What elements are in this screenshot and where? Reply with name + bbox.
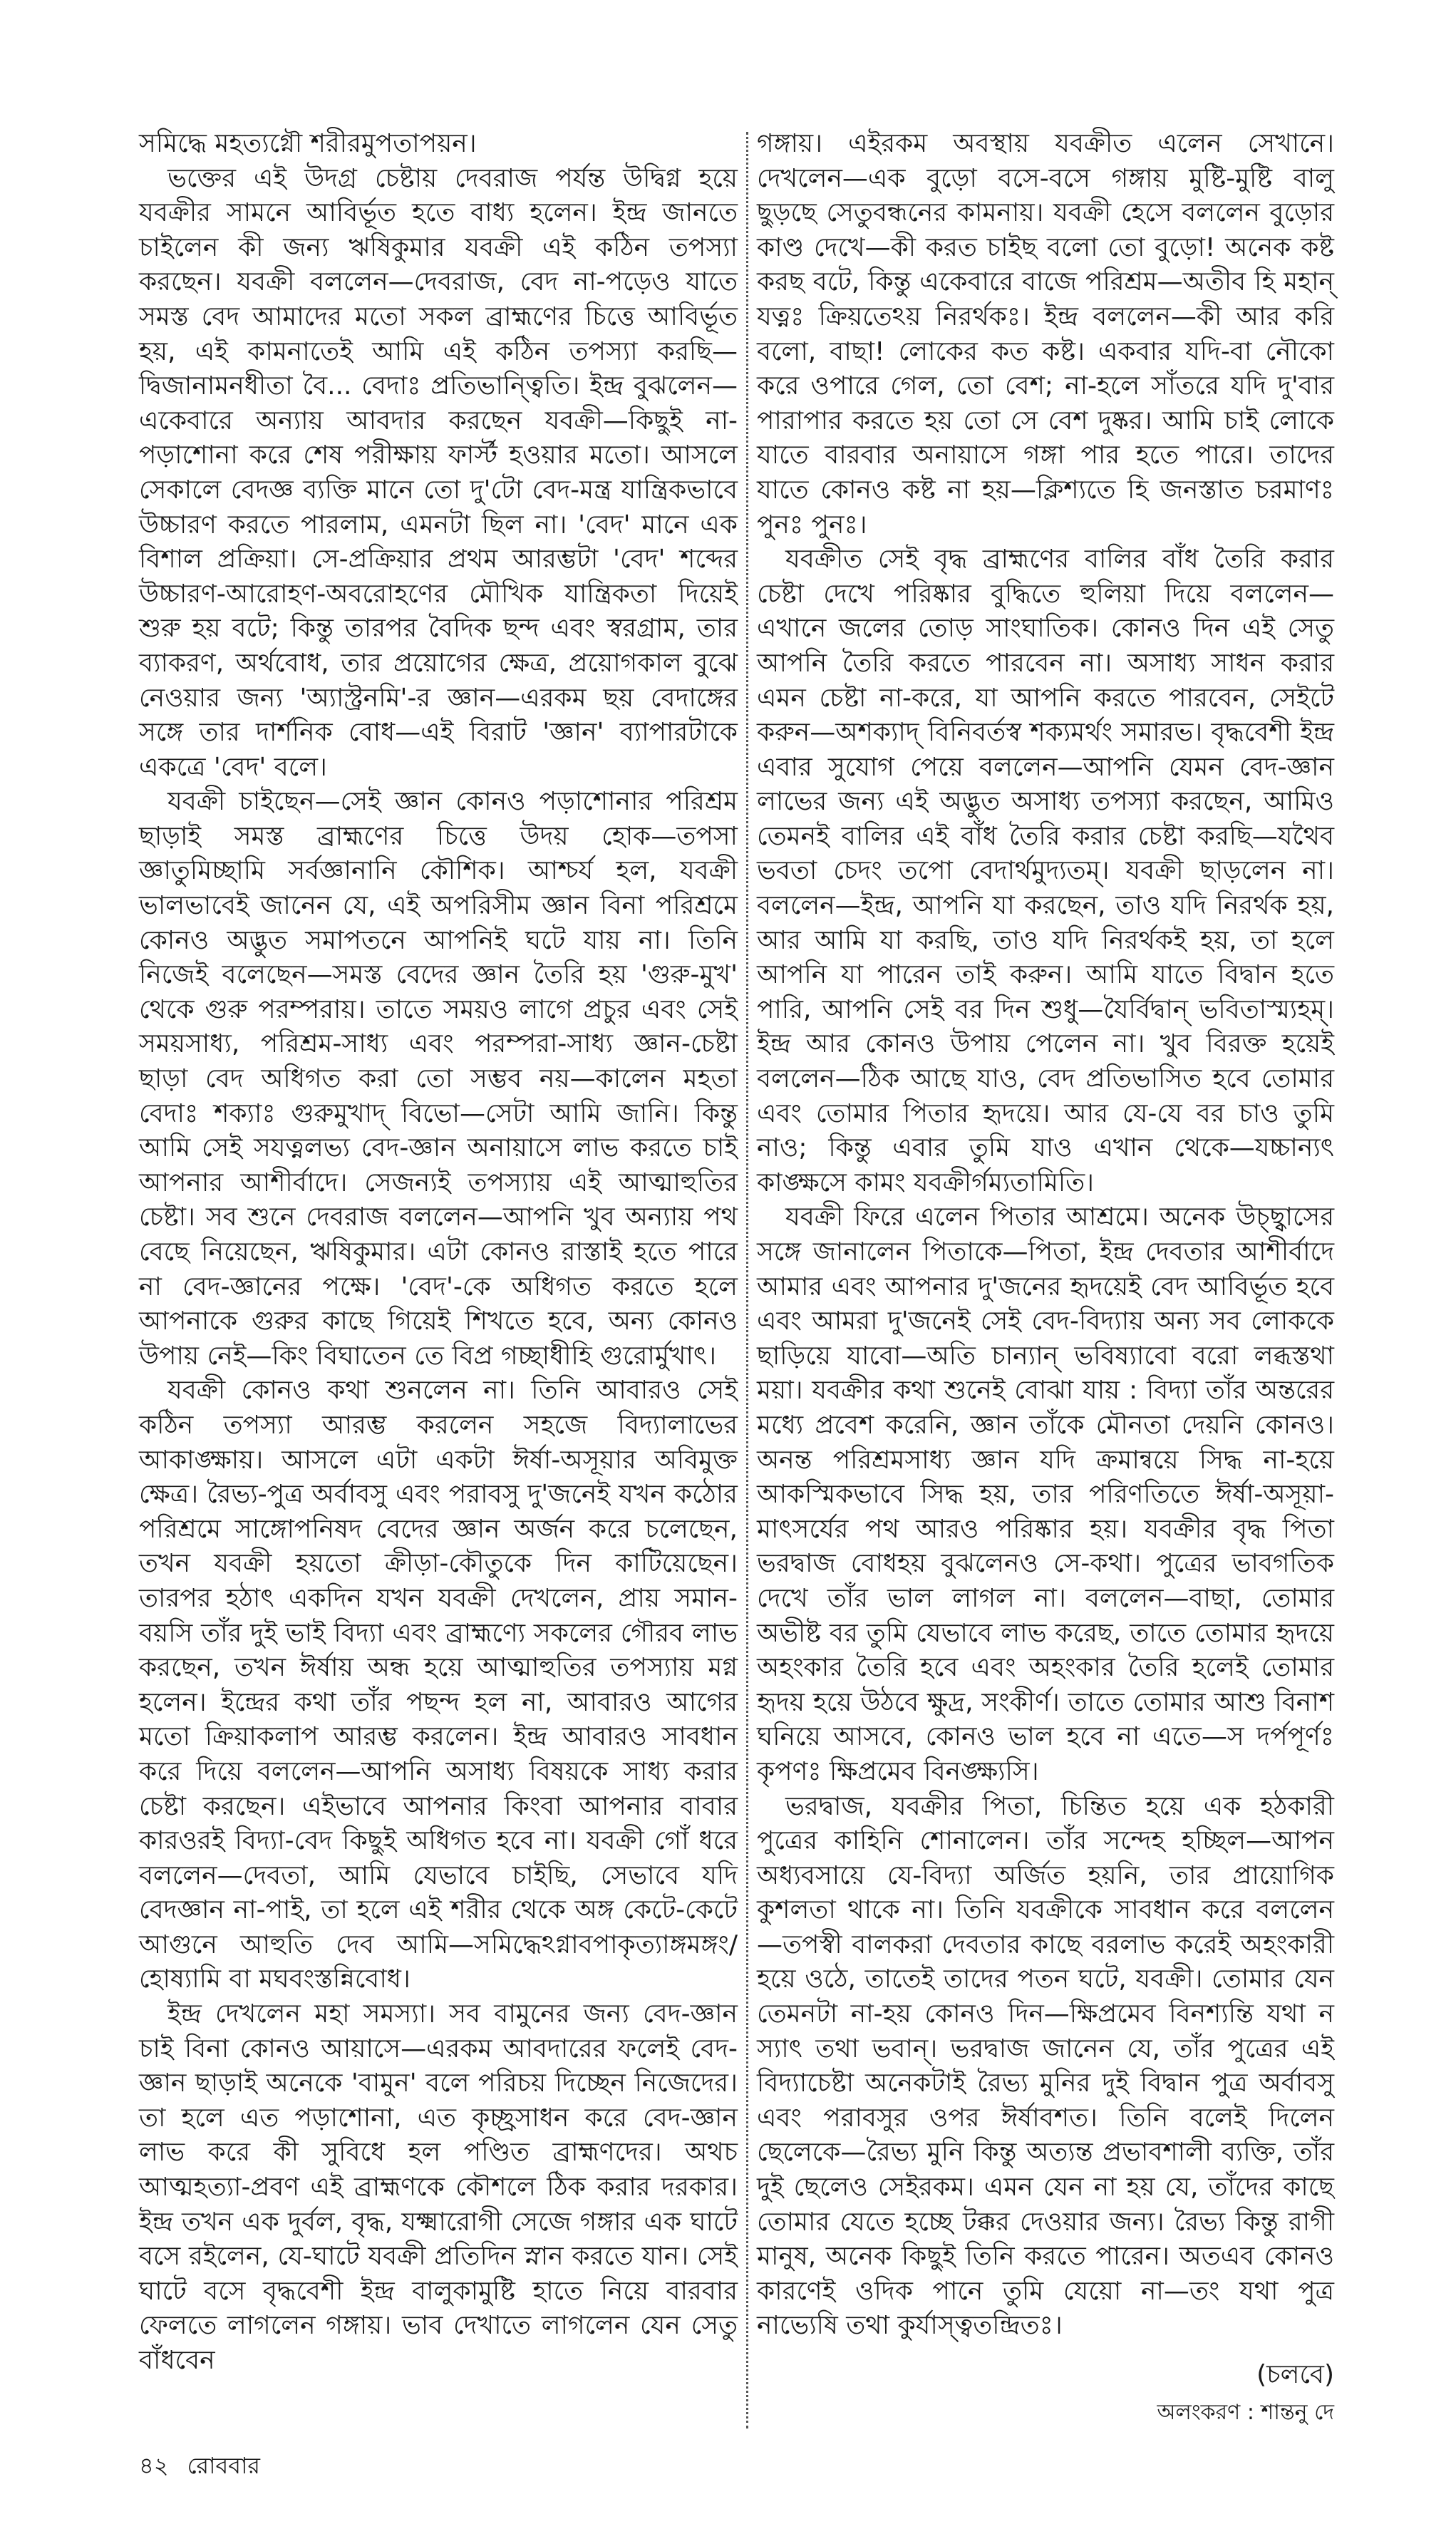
left-column xyxy=(139,127,738,2428)
paragraph: যবক্রী ফিরে এলেন পিতার আশ্রমে। অনেক উচ্ছ্বাসের সঙ্গে জানালেন পিতাকে—পিতা, ইন্দ্র দেবতার আশীর্বাদে আমার এবং আপনার দু'জনের হৃদয়েই বেদ আবির্ভূত হবে এবং আমরা দু'জনেই সেই বেদ-বিদ্যায় অন্য সব লোককে ছাড়িয়ে যাবো—অতি চান্যান্ ভবিষ্যাবো বরো লব্ধস্তথা ময়া। যবক্রীর কথা শুনেই বোঝা যায় : বিদ্যা তাঁর অন্তরের মধ্যে প্রবেশ করেনি, জ্ঞান তাঁকে মৌনতা দেয়নি কোনও। অনন্ত পরিশ্রমসাধ্য জ্ঞান যদি ক্রমান্বয়ে সিদ্ধ না-হয়ে আকস্মিকভাবে সিদ্ধ হয়, তার পরিণতিতে ঈর্ষা-অসূয়া-মাৎসর্যের পথ আরও পরিষ্কার হয়। যবক্রীর বৃদ্ধ পিতা ভরদ্বাজ বোধহয় বুঝলেনও সে-কথা। পুত্রের ভাবগতিক দেখে তাঁর ভাল লাগল না। বললেন—বাছা, তোমার অভীষ্ট বর তুমি যেভাবে লাভ করেছ, তাতে তোমার হৃদয়ে অহংকার তৈরি হবে এবং অহংকার তৈরি হলেই তোমার হৃদয় হয়ে উঠবে ক্ষুদ্র, সংকীর্ণ। তাতে তোমার আশু বিনাশ ঘনিয়ে আসবে, কোনও ভাল হবে না এতে—স দর্পপূর্ণঃ কৃপণঃ ক্ষিপ্রমেব বিনঙ্ক্ষ্যসি। xyxy=(757,1202,1334,1786)
page-footer xyxy=(139,2450,1456,2481)
paragraph: গঙ্গায়। এইরকম অবস্থায় যবক্রীত এলেন সেখানে। দেখলেন—এক বুড়ো বসে-বসে গঙ্গায় মুষ্টি-মুষ্টি বালু ছুড়ছে সেতুবন্ধনের কামনায়। যবক্রী হেসে বললেন বুড়োর কাণ্ড দেখে—কী করত চাইছ বলো তো বুড়ো! অনেক কষ্ট করছ বটে, কিন্তু একেবারে বাজে পরিশ্রম—অতীব হি মহান্ যত্নঃ ক্রিয়তেঽয় নিরর্থকঃ। ইন্দ্র বললেন—কী আর করি বলো, বাছা! লোকের কত কষ্ট। একবার যদি-বা নৌকো করে ওপারে গেল, তো বেশ; না-হলে সাঁতরে যদি দু'বার পারাপার করতে হয় তো সে বেশ দুষ্কর। আমি চাই লোকে যাতে বারবার অনায়াসে গঙ্গা পার হতে পারে। তাদের যাতে কোনও কষ্ট না হয়—ক্লিশ্যতে হি জনস্তাত চরমাণঃ পুনঃ পুনঃ। xyxy=(757,129,1334,540)
page-number: ৪২ xyxy=(139,2451,169,2479)
article-columns xyxy=(139,127,1456,2428)
right-column xyxy=(757,127,1334,2428)
paragraph: ভক্তের এই উদগ্র চেষ্টায় দেবরাজ পর্যন্ত উদ্বিগ্ন হয়ে যবক্রীর সামনে আবির্ভূত হতে বাধ্য হলেন। ইন্দ্র জানতে চাইলেন কী জন্য ঋষিকুমার যবক্রী এই কঠিন তপস্যা করছেন। যবক্রী বললেন—দেবরাজ, বেদ না-পড়েও যাতে সমস্ত বেদ আমাদের মতো সকল ব্রাহ্মণের চিত্তে আবির্ভূত হয়, এই কামনাতেই আমি এই কঠিন তপস্যা করছি—দ্বিজানামনধীতা বৈ... বেদাঃ প্রতিভান্ত্বিতি। ইন্দ্র বুঝলেন—একেবারে অন্যায় আবদার করছেন যবক্রী—কিছুই না-পড়াশোনা করে শেষ পরীক্ষায় ফার্স্ট হওয়ার মতো। আসলে সেকালে বেদজ্ঞ ব্যক্তি মানে তো দু'টো বেদ-মন্ত্র যান্ত্রিকভাবে উচ্চারণ করতে পারলাম, এমনটা ছিল না। 'বেদ' মানে এক বিশাল প্রক্রিয়া। সে-প্রক্রিয়ার প্রথম আরম্ভটা 'বেদ' শব্দের উচ্চারণ-আরোহণ-অবরোহণের মৌখিক যান্ত্রিকতা দিয়েই শুরু হয় বটে; কিন্তু তারপর বৈদিক ছন্দ এবং স্বরগ্রাম, তার ব্যাকরণ, অর্থবোধ, তার প্রয়োগের ক্ষেত্র, প্রয়োগকাল বুঝে নেওয়ার জন্য 'অ্যাস্ট্রনমি'-র জ্ঞান—এরকম ছয় বেদাঙ্গের সঙ্গে তার দার্শনিক বোধ—এই বিরাট 'জ্ঞান' ব্যাপারটাকে একত্রে 'বেদ' বলে। xyxy=(139,163,738,782)
magazine-name: রোববার xyxy=(187,2451,260,2479)
column-divider xyxy=(746,132,748,2428)
paragraph: ভরদ্বাজ, যবক্রীর পিতা, চিন্তিত হয়ে এক হঠকারী পুত্রের কাহিনি শোনালেন। তাঁর সন্দেহ হচ্ছিল—আপন অধ্যবসায়ে যে-বিদ্যা অর্জিত হয়নি, তার প্রায়োগিক কুশলতা থাকে না। তিনি যবক্রীকে সাবধান করে বললেন—তপস্বী বালকরা দেবতার কাছে বরলাভ করেই অহংকারী হয়ে ওঠে, তাতেই তাদের পতন ঘটে, যবক্রী। তোমার যেন তেমনটা না-হয় কোনও দিন—ক্ষিপ্রমেব বিনশ্যন্তি যথা ন স্যাৎ তথা ভবান্। ভরদ্বাজ জানেন যে, তাঁর পুত্রের এই বিদ্যাচেষ্টা অনেকটাই রৈভ্য মুনির দুই বিদ্বান পুত্র অর্বাবসু এবং পরাবসুর ওপর ঈর্ষাবশত। তিনি বলেই দিলেন ছেলেকে—রৈভ্য মুনি কিন্তু অত্যন্ত প্রভাবশালী ব্যক্তি, তাঁর দুই ছেলেও সেইরকম। এমন যেন না হয় যে, তাঁদের কাছে তোমার যেতে হচ্ছে টক্কর দেওয়ার জন্য। রৈভ্য কিন্তু রাগী মানুষ, অনেক কিছুই তিনি করতে পারেন। অতএব কোনও কারণেই ওদিক পানে তুমি যেয়ো না—তং যথা পুত্র নাভ্যেষি তথা কুর্যাস্ত্বতন্দ্রিতঃ। xyxy=(757,1791,1334,2341)
to-be-continued: (চলবে) xyxy=(1256,2360,1334,2389)
paragraph: যবক্রী কোনও কথা শুনলেন না। তিনি আবারও সেই কঠিন তপস্যা আরম্ভ করলেন সহজে বিদ্যালাভের আকাঙ্ক্ষায়। আসলে এটা একটা ঈর্ষা-অসূয়ার অবিমুক্ত ক্ষেত্র। রৈভ্য-পুত্র অর্বাবসু এবং পরাবসু দু'জনেই যখন কঠোর পরিশ্রমে সাঙ্গোপনিষদ বেদের জ্ঞান অর্জন করে চলেছেন, তখন যবক্রী হয়তো ক্রীড়া-কৌতুকে দিন কাটিয়েছেন। তারপর হঠাৎ একদিন যখন যবক্রী দেখলেন, প্রায় সমান-বয়সি তাঁর দুই ভাই বিদ্যা এবং ব্রাহ্মণ্যে সকলের গৌরব লাভ করছেন, তখন ঈর্ষায় অন্ধ হয়ে আত্মাহুতির তপস্যায় মগ্ন হলেন। ইন্দ্রের কথা তাঁর পছন্দ হল না, আবারও আগের মতো ক্রিয়াকলাপ আরম্ভ করলেন। ইন্দ্র আবারও সাবধান করে দিয়ে বললেন—আপনি অসাধ্য বিষয়কে সাধ্য করার চেষ্টা করছেন। এইভাবে আপনার কিংবা আপনার বাবার কারওরই বিদ্যা-বেদ কিছুই অধিগত হবে না। যবক্রী গোঁ ধরে বললেন—দেবতা, আমি যেভাবে চাইছি, সেভাবে যদি বেদজ্ঞান না-পাই, তা হলে এই শরীর থেকে অঙ্গ কেটে-কেটে আগুনে আহুতি দেব আমি—সমিদ্ধেঽগ্নাবপাকৃত্যাঙ্গমঙ্গং/ হোষ্যামি বা মঘবংস্তন্নিবোধ। xyxy=(139,1376,738,1994)
paragraph: যবক্রী চাইছেন—সেই জ্ঞান কোনও পড়াশোনার পরিশ্রম ছাড়াই সমস্ত ব্রাহ্মণের চিত্তে উদয় হোক—তপসা জ্ঞাতুমিচ্ছামি সর্বজ্ঞানানি কৌশিক। আশ্চর্য হল, যবক্রী ভালভাবেই জানেন যে, এই অপরিসীম জ্ঞান বিনা পরিশ্রমে কোনও অদ্ভুত সমাপতনে আপনিই ঘটে যায় না। তিনি নিজেই বলেছেন—সমস্ত বেদের জ্ঞান তৈরি হয় 'গুরু-মুখ' থেকে গুরু পরম্পরায়। তাতে সময়ও লাগে প্রচুর এবং সেই সময়সাধ্য, পরিশ্রম-সাধ্য এবং পরম্পরা-সাধ্য জ্ঞান-চেষ্টা ছাড়া বেদ অধিগত করা তো সম্ভব নয়—কালেন মহতা বেদাঃ শক্যাঃ গুরুমুখাদ্ বিভো—সেটা আমি জানি। কিন্তু আমি সেই সযত্নলভ্য বেদ-জ্ঞান অনায়াসে লাভ করতে চাই আপনার আশীর্বাদে। সেজন্যই তপস্যায় এই আত্মাহুতির চেষ্টা। সব শুনে দেবরাজ বললেন—আপনি খুব অন্যায় পথ বেছে নিয়েছেন, ঋষিকুমার। এটা কোনও রাস্তাই হতে পারে না বেদ-জ্ঞানের পক্ষে। 'বেদ'-কে অধিগত করতে হলে আপনাকে গুরুর কাছে গিয়েই শিখতে হবে, অন্য কোনও উপায় নেই—কিং বিঘাতেন তে বিপ্র গচ্ছাধীহি গুরোর্মুখাৎ। xyxy=(139,787,738,1371)
paragraph: যবক্রীত সেই বৃদ্ধ ব্রাহ্মণের বালির বাঁধ তৈরি করার চেষ্টা দেখে পরিষ্কার বুদ্ধিতে হুলিয়া দিয়ে বললেন—এখানে জলের তোড় সাংঘাতিক। কোনও দিন এই সেতু আপনি তৈরি করতে পারবেন না। অসাধ্য সাধন করার এমন চেষ্টা না-করে, যা আপনি করতে পারবেন, সেইটে করুন—অশক্যাদ্ বিনিবর্তস্ব শক্যমর্থং সমারভ। বৃদ্ধবেশী ইন্দ্র এবার সুযোগ পেয়ে বললেন—আপনি যেমন বেদ-জ্ঞান লাভের জন্য এই অদ্ভুত অসাধ্য তপস্যা করছেন, আমিও তেমনই বালির এই বাঁধ তৈরি করার চেষ্টা করছি—যথৈব ভবতা চেদং তপো বেদার্থমুদ্যতম্। যবক্রী ছাড়লেন না। বললেন—ইন্দ্র, আপনি যা করছেন, তাও যদি নিরর্থক হয়, আর আমি যা করছি, তাও যদি নিরর্থকই হয়, তা হলে আপনি যা পারেন তাই করুন। আমি যাতে বিদ্বান হতে পারি, আপনি সেই বর দিন শুধু—যৈর্বিদ্বান্ ভবিতাস্ম্যহম্। ইন্দ্র আর কোনও উপায় পেলেন না। খুব বিরক্ত হয়েই বললেন—ঠিক আছে যাও, বেদ প্রতিভাসিত হবে তোমার এবং তোমার পিতার হৃদয়ে। আর যে-যে বর চাও তুমি নাও; কিন্তু এবার তুমি যাও এখান থেকে—যচ্চান্যৎ কাঙ্ক্ষসে কামং যবক্রীর্গম্যতামিতি। xyxy=(757,545,1334,1197)
illustration-credit: অলংকরণ : শান্তনু দে xyxy=(1157,2399,1334,2425)
paragraph: সমিদ্ধে মহত্যগ্নৌ শরীরমুপতাপয়ন। xyxy=(139,129,477,158)
paragraph: ইন্দ্র দেখলেন মহা সমস্যা। সব বামুনের জন্য বেদ-জ্ঞান চাই বিনা কোনও আয়াসে—এরকম আবদারের ফলেই বেদ-জ্ঞান ছাড়াই অনেকে 'বামুন' বলে পরিচয় দিচ্ছেন নিজেদের। তা হলে এত পড়াশোনা, এত কৃচ্ছ্রসাধন করে বেদ-জ্ঞান লাভ করে কী সুবিধে হল পণ্ডিত ব্রাহ্মণদের। অথচ আত্মহত্যা-প্রবণ এই ব্রাহ্মণকে কৌশলে ঠিক করার দরকার। ইন্দ্র তখন এক দুর্বল, বৃদ্ধ, যক্ষ্মারোগী সেজে গঙ্গার এক ঘাটে বসে রইলেন, যে-ঘাটে যবক্রী প্রতিদিন স্নান করতে যান। সেই ঘাটে বসে বৃদ্ধবেশী ইন্দ্র বালুকামুষ্টি হাতে নিয়ে বারবার ফেলতে লাগলেন গঙ্গায়। ভাব দেখাতে লাগলেন যেন সেতু বাঁধবেন xyxy=(139,1999,738,2375)
